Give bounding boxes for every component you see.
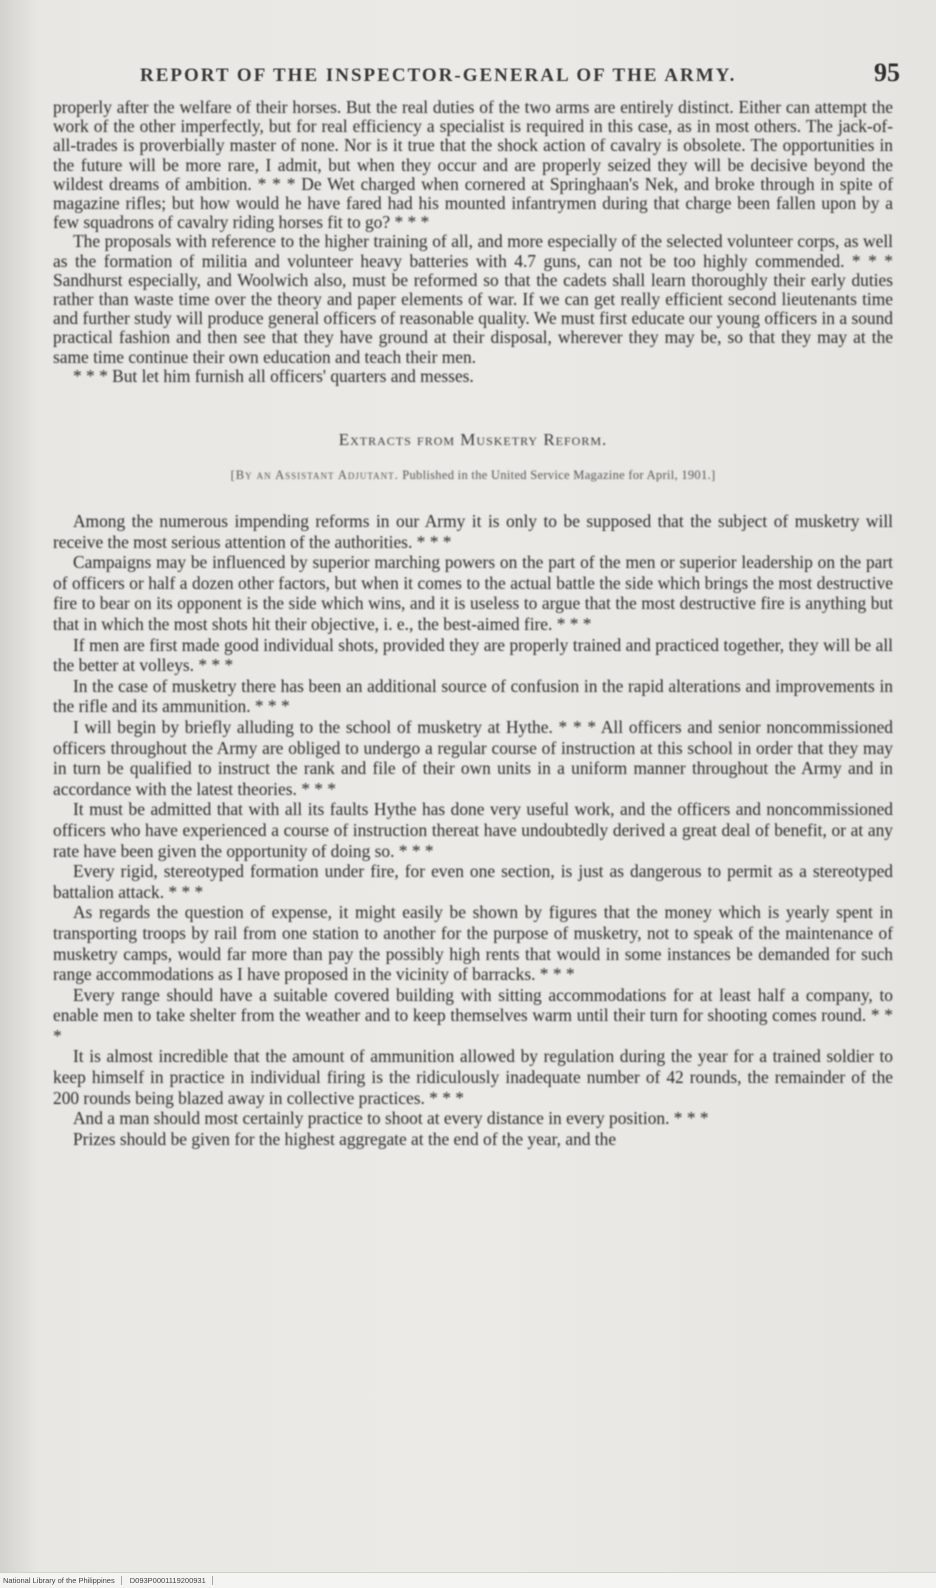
footer-identifier: D093P0001119200931 [130, 1576, 213, 1585]
paragraph: Among the numerous impending reforms in our Army it is only to be supposed that the subject of musketry will receive the most serious attention of the authorities. * * * [53, 511, 893, 552]
paragraph: Campaigns may be influenced by superior marching powers on the part of the men or superior leadership on the part of officers or half a dozen other factors, but when it comes to the actual battle the side which brings the most destructive fire to bear on its opponent is the side which wins, and it is useless to argue that the most destructive fire is anything but that in which the most shots hit their objective, i. e., the best-aimed fire. * * * [53, 552, 893, 635]
section-body [53, 511, 893, 1149]
section-attribution [53, 468, 893, 483]
body-text [53, 98, 893, 1149]
footer-library: National Library of the Philippines [3, 1576, 122, 1585]
section-title: Extracts from Musketry Reform. [338, 430, 608, 450]
paragraph: Prizes should be given for the highest aggregate at the end of the year, and the [73, 1128, 617, 1149]
paragraph: The proposals with reference to the higher training of all, and more especially of the selected volunteer corps, as well as the formation of militia and volunteer heavy batteries with 4.7 guns, can not be too highly commended. * * * Sandhurst especially, and Woolwich also, must be reformed so that the cadets shall learn thoroughly their early duties rather than waste time over the theory and paper elements of war. If we can get really efficient second lieutenants time and further study will produce general officers of reasonable quality. We must first educate our young officers in a sound practical fashion and then see that they have ground at their disposal, wherever they may be, so that they may at the same time continue their own education and teach their men. [53, 231, 893, 367]
paragraph: In the case of musketry there has been an additional source of confusion in the rapid alterations and improvements in the rifle and its ammunition. * * * [53, 675, 893, 717]
page-header [130, 58, 900, 88]
paragraph: Every range should have a suitable covered building with sitting accommodations for at least half a company, to enable men to take shelter from the weather and to keep themselves warm until their turn for shooting comes round. * * * [53, 984, 893, 1046]
paragraph: And a man should most certainly practice to shoot at every distance in every position. * * * [73, 1108, 709, 1129]
attribution-author: [By an Assistant Adjutant. [230, 468, 399, 483]
page-number: 95 [874, 58, 900, 87]
paragraph: It must be admitted that with all its faults Hythe has done very useful work, and the officers and noncommissioned officers who have experienced a course of instruction thereat have undoubtedly derived a great deal of benefit, or at any rate have been given the opportunity of doing so. * * * [53, 799, 893, 861]
paragraph: properly after the welfare of their horses. But the real duties of the two arms are entirely distinct. Either can attempt the work of the other imperfectly, but for real efficiency a specialist is required in this case, as in most others. The jack-of-all-trades is proverbially master of none. Nor is it true that the shock action of cavalry is obsolete. The opportunities in the future will be more rare, I admit, but when they occur and are properly seized they will be decisive beyond the wildest dreams of ambition. * * * De Wet charged when cornered at Springhaan's Nek, and broke through in spite of magazine rifles; but how would he have fared had his mounted infantrymen during that charge been fallen upon by a few squadrons of cavalry riding horses fit to go? * * * [53, 97, 893, 233]
running-head: REPORT OF THE INSPECTOR-GENERAL OF THE ARMY. [140, 65, 737, 86]
attribution-source: Published in the United Service Magazine for April, 1901.] [402, 468, 716, 483]
paragraph: * * * But let him furnish all officers' quarters and messes. [73, 365, 474, 386]
paragraph: I will begin by briefly alluding to the school of musketry at Hythe. * * * All officers and senior noncommissioned officers throughout the Army are obliged to undergo a regular course of instruction at this school in order that they may in turn be qualified to instruct the rank and file of their own units in a uniform manner throughout the Army and in accordance with the latest theories. * * * [53, 716, 893, 799]
paragraph: If men are first made good individual shots, provided they are properly trained and practiced together, they will be all the better at volleys. * * * [53, 634, 893, 676]
paragraph: As regards the question of expense, it might easily be shown by figures that the money which is yearly spent in transporting troops by rail from one station to another for the purpose of musketry, not to speak of the maintenance of musketry camps, would far more than pay the possibly high rents that would in some instances be demanded for such range accommodations as I have proposed in the vicinity of barracks. * * * [53, 902, 893, 985]
paragraph: It is almost incredible that the amount of ammunition allowed by regulation during the year for a trained soldier to keep himself in practice in individual firing is the ridiculously inadequate number of 42 rounds, the remainder of the 200 rounds being blazed away in collective practices. * * * [53, 1046, 893, 1108]
paragraph: Every rigid, stereotyped formation under fire, for even one section, is just as dangerous to permit as a stereotyped battalion attack. * * * [53, 861, 893, 902]
scan-footer [0, 1572, 936, 1588]
